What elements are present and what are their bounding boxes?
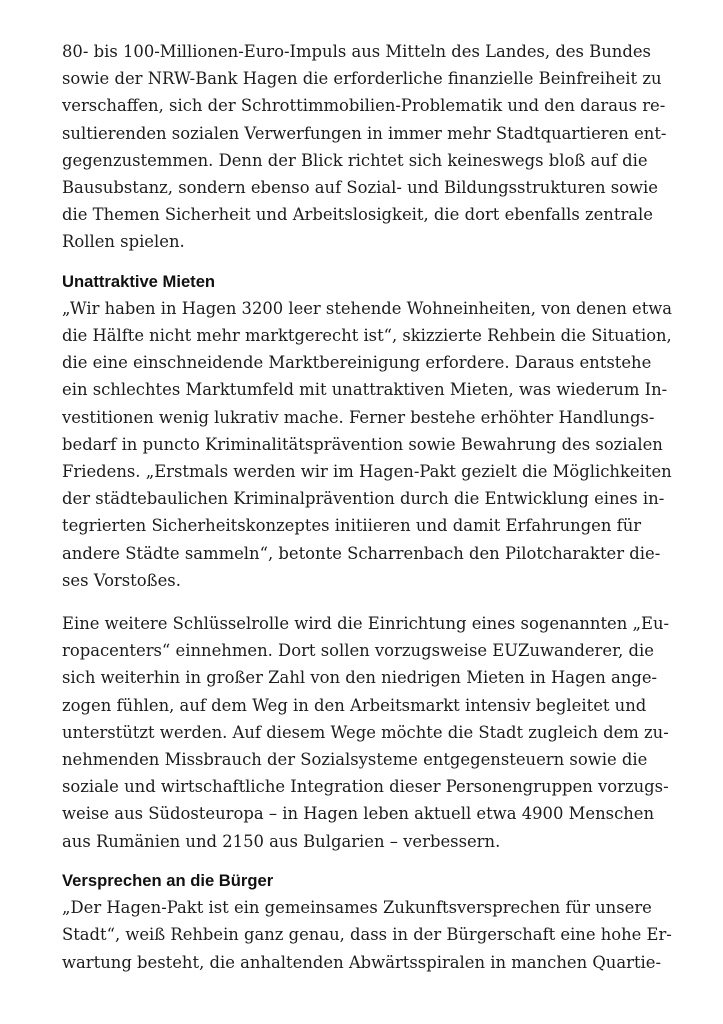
text-line: sultierenden sozialen Verwerfungen in immer mehr Stadtquartieren ent- <box>62 123 667 143</box>
text-line: unterstützt werden. Auf diesem Wege möchte die Stadt zugleich dem zu- <box>62 722 669 742</box>
text-line: die Themen Sicherheit und Arbeitslosigkeit, die dort ebenfalls zentrale <box>62 205 653 225</box>
text-line: „Wir haben in Hagen 3200 leer stehende Wohneinheiten, von denen etwa <box>62 298 673 318</box>
text-line: sowie der NRW-Bank Hagen die erforderliche finanzielle Beinfreiheit zu <box>62 69 662 89</box>
text-line: zogen fühlen, auf dem Weg in den Arbeitsmarkt intensiv begleitet und <box>62 695 647 715</box>
text-line: bedarf in puncto Kriminalitätsprävention sowie Bewahrung des sozialen <box>62 434 663 454</box>
section-heading-versprechen-an-die-buerger: Versprechen an die Bürger <box>62 870 274 890</box>
paragraph-3 <box>62 610 672 855</box>
text-line: soziale und wirtschaftliche Integration dieser Personengruppen vorzugs- <box>62 777 669 797</box>
text-line: verschaffen, sich der Schrottimmobilien-Problematik und den daraus re- <box>62 96 666 116</box>
text-line: die eine einschneidende Marktbereinigung erfordere. Daraus entstehe <box>62 353 652 373</box>
article-body <box>62 38 672 976</box>
text-line: Bausubstanz, sondern ebenso auf Sozial- und Bildungsstrukturen sowie <box>62 178 658 198</box>
text-line: tegrierten Sicherheitskonzeptes initiieren und damit Erfahrungen für <box>62 516 642 536</box>
text-line: ein schlechtes Marktumfeld mit unattraktiven Mieten, was wiederum In- <box>62 380 668 400</box>
text-line: andere Städte sammeln“, betonte Scharrenbach den Pilotcharakter die- <box>62 543 661 563</box>
text-line: wartung besteht, die anhaltenden Abwärtsspiralen in manchen Quartie- <box>62 952 662 972</box>
text-line: Eine weitere Schlüsselrolle wird die Einrichtung eines sogenannten „Eu- <box>62 614 670 634</box>
text-line: der städtebaulichen Kriminalprävention durch die Entwicklung eines in- <box>62 489 665 509</box>
text-line: 80- bis 100-Millionen-Euro-Impuls aus Mitteln des Landes, des Bundes <box>62 42 651 61</box>
paragraph-4 <box>62 894 672 976</box>
text-line: ses Vorstoßes. <box>62 570 181 590</box>
text-line: Stadt“, weiß Rehbein ganz genau, dass in der Bürgerschaft eine hohe Er- <box>62 925 672 945</box>
text-line: vestitionen wenig lukrativ mache. Ferner bestehe erhöhter Handlungs- <box>62 407 655 427</box>
text-line: Friedens. „Erstmals werden wir im Hagen-Pakt gezielt die Möglichkeiten <box>62 462 672 482</box>
paragraph-2 <box>62 295 672 594</box>
text-line: Rollen spielen. <box>62 232 185 252</box>
text-line: ropacenters“ einnehmen. Dort sollen vorzugsweise EUZuwanderer, die <box>62 641 654 661</box>
section-heading-unattraktive-mieten: Unattraktive Mieten <box>62 271 216 291</box>
text-line: nehmenden Missbrauch der Sozialsysteme entgegensteuern sowie die <box>62 750 648 770</box>
text-line: „Der Hagen-Pakt ist ein gemeinsames Zukunftsversprechen für unsere <box>62 898 652 918</box>
text-line: sich weiterhin in großer Zahl von den niedrigen Mieten in Hagen ange- <box>62 668 658 688</box>
text-line: aus Rumänien und 2150 aus Bulgarien – verbessern. <box>62 831 501 851</box>
text-line: gegenzustemmen. Denn der Blick richtet sich keineswegs bloß auf die <box>62 150 648 170</box>
text-line: die Hälfte nicht mehr marktgerecht ist“, skizzierte Rehbein die Situation, <box>62 326 672 346</box>
paragraph-1 <box>62 38 672 256</box>
text-line: weise aus Südosteuropa – in Hagen leben aktuell etwa 4900 Menschen <box>62 804 655 824</box>
